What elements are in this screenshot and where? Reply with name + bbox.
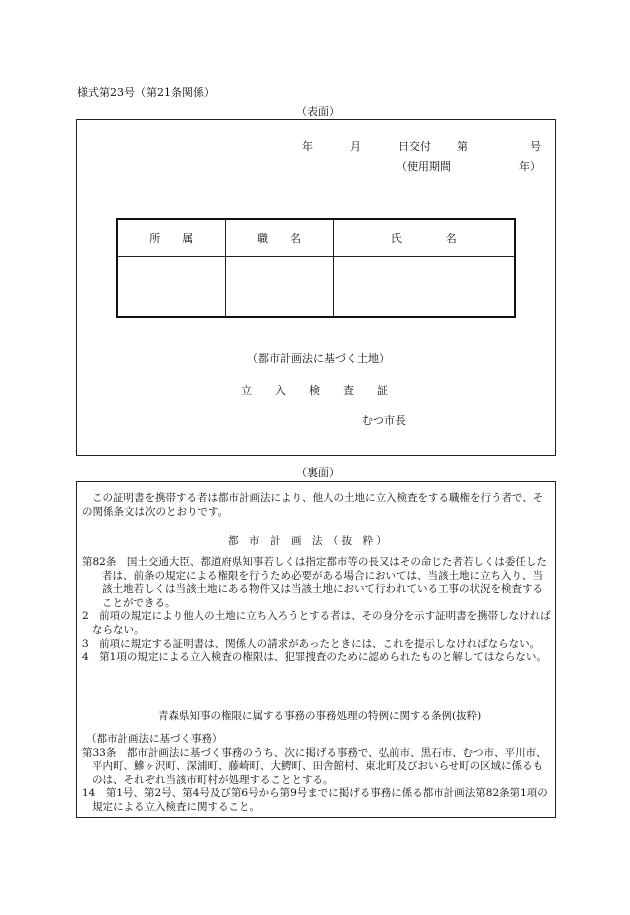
validity-open: （使用期間 (396, 160, 451, 173)
back-side-label: （裏面） (296, 466, 340, 479)
header-position: 職 名 (225, 219, 333, 257)
front-side-label: （表面） (296, 105, 340, 118)
law2-body (82, 733, 552, 815)
issuer: むつ市長 (362, 414, 406, 427)
position-cell[interactable] (225, 257, 333, 318)
number-suffix: 号 (530, 140, 541, 153)
header-name: 氏 名 (333, 219, 515, 257)
article-82-4: 4 第1項の規定による立入検査の権限は、犯罪捜査のために認められたものと解してはならない。 (82, 651, 547, 664)
validity-year: 年） (519, 160, 541, 173)
form-id: 様式第23号（第21条関係） (77, 86, 215, 99)
member-table (116, 218, 516, 318)
article-82-3: 3 前項に規定する証明書は、関係人の請求があったときには、これを提示しなければならない。 (82, 637, 541, 650)
issue-day: 日交付 (398, 140, 431, 153)
number-prefix: 第 (457, 140, 468, 153)
member-table-row (117, 257, 515, 318)
header-affiliation: 所 属 (117, 219, 225, 257)
article-82: 第82条 国土交通大臣、都道府県知事若しくは指定都市等の長又はその命じた者若しくは委任した者は、前条の規定による権限を行うため必要がある場合においては、当該土地に立ち入り、当該土地若しくは当該土地にある物件又は当該土地において行われている工事の状況を検査することができる。 (82, 556, 547, 609)
law2-heading: （都市計画法に基づく事務） (86, 733, 223, 745)
front-title: 立 入 検 査 証 (241, 384, 394, 397)
name-cell[interactable] (333, 257, 515, 318)
article-82-2: 2 前項の規定により他人の土地に立ち入ろうとする者は、その身分を示す証明書を携帯しなければならない。 (82, 610, 551, 636)
issue-month: 月 (350, 140, 361, 153)
article-33: 第33条 都市計画法に基づく事務のうち、次に掲げる事務で、弘前市、黒石市、むつ市、平川市、平内町、鰺ヶ沢町、深浦町、藤崎町、大鰐町、田舎館村、東北町及びおいらせ町の区域に係るものは、それぞれ当該市町村が処理することとする。 (82, 746, 547, 786)
law1-title: 都 市 計 画 法 （ 抜 粋 ） (228, 535, 387, 547)
issue-year: 年 (302, 140, 313, 153)
front-subtitle: （都市計画法に基づく土地） (247, 352, 390, 365)
back-intro: この証明書を携帯する者は都市計画法により、他人の土地に立入検査をする職権を行う者で、その関係条文は次のとおりです。 (82, 492, 544, 518)
member-table-header (117, 219, 515, 257)
law2-title: 青森県知事の権限に属する事務の事務処理の特例に関する条例(抜粋) (158, 710, 482, 722)
law1-articles (82, 556, 552, 665)
article-33-14: 14 第1号、第2号、第4号及び第6号から第9号までに掲げる事務に係る都市計画法第82条第1項の規定による立入検査に関すること。 (82, 787, 548, 813)
affiliation-cell[interactable] (117, 257, 225, 318)
